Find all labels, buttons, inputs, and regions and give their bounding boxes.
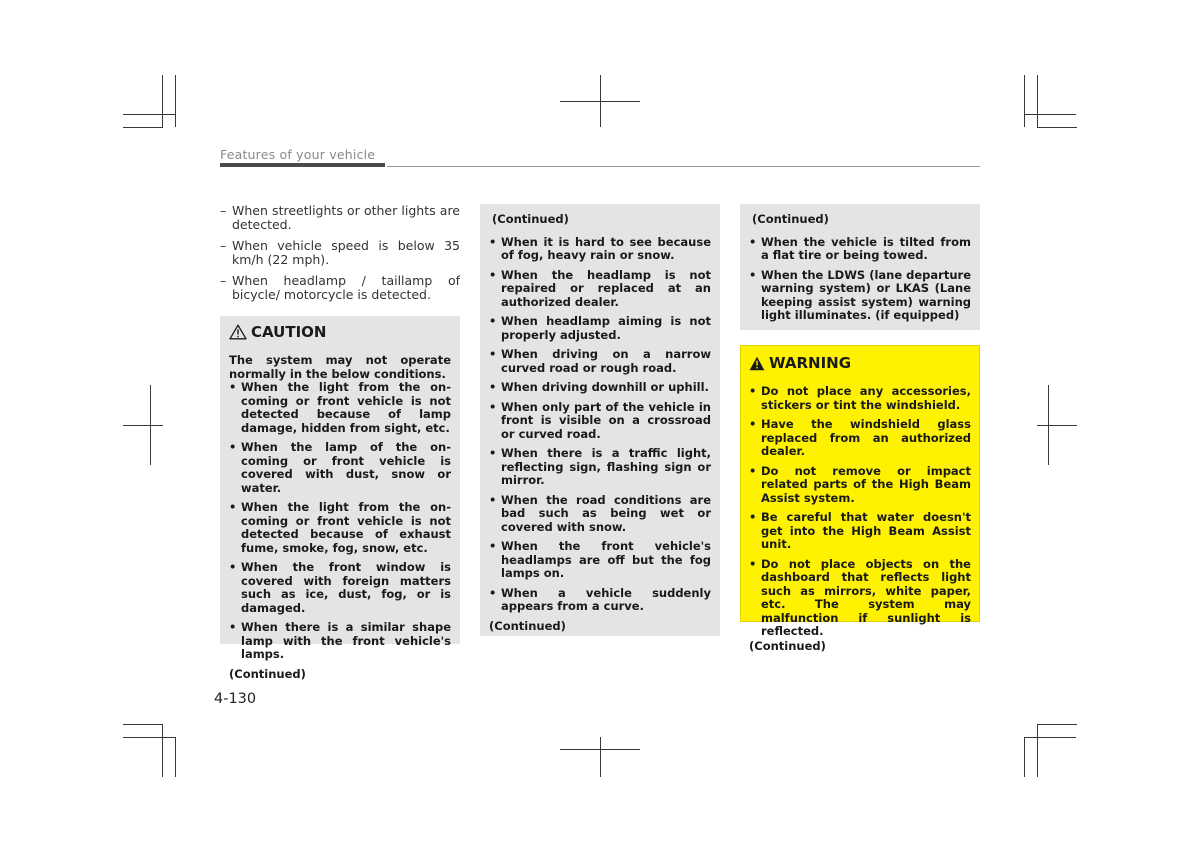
crop-mark — [123, 114, 175, 115]
section-title: Features of your vehicle — [220, 147, 376, 162]
caution-box — [220, 316, 460, 681]
warning-title: WARNING — [769, 354, 852, 372]
caution-intro: The system may not operate normally in the below conditions. — [229, 353, 451, 381]
page-number: 4-130 — [214, 691, 257, 707]
caution-continued-box — [740, 204, 980, 330]
list-item: • Be careful that water doesn't get into the High Beam Assist unit. — [749, 511, 971, 552]
list-item: • When headlamp aiming is not properly adjusted. — [489, 315, 711, 342]
list-item: • Do not place any accessories, stickers or tint the windshield. — [749, 385, 971, 412]
caution-header — [229, 323, 451, 341]
list-item: • Do not remove or impact related parts of the High Beam Assist system. — [749, 465, 971, 506]
crop-mark — [162, 725, 163, 777]
list-item: • When the headlamp is not repaired or replaced at an authorized dealer. — [489, 269, 711, 310]
list-item: • When the light from the on-coming or front vehicle is not detected because of exhaust fume, smoke, fog, snow, etc. — [229, 501, 451, 555]
column-1 — [220, 204, 460, 309]
crop-mark — [1037, 75, 1038, 127]
caution-list — [229, 381, 451, 662]
list-item: • When driving downhill or uphill. — [489, 381, 711, 395]
list-item: • When the vehicle is tilted from a flat tire or being towed. — [749, 236, 971, 263]
crop-mark — [1024, 737, 1076, 738]
continued-label: (Continued) — [752, 212, 829, 226]
header-rule — [387, 166, 980, 167]
continued-label: (Continued) — [229, 666, 306, 681]
crop-mark — [1024, 75, 1025, 127]
caution-list — [489, 236, 711, 614]
continued-label: (Continued) — [489, 618, 566, 633]
crop-mark — [123, 127, 163, 128]
list-item: – When vehicle speed is below 35 km/h (22 mph). — [220, 239, 460, 267]
crop-mark — [1024, 114, 1076, 115]
list-item: • When driving on a narrow curved road or rough road. — [489, 348, 711, 375]
list-item: – When headlamp / taillamp of bicycle/ motorcycle is detected. — [220, 274, 460, 302]
continued-label: (Continued) — [492, 212, 569, 226]
crop-mark — [123, 737, 175, 738]
crop-mark — [175, 75, 176, 127]
crop-mark — [1037, 127, 1077, 128]
list-item: • When the front window is covered with foreign matters such as ice, dust, fog, or is damaged. — [229, 561, 451, 615]
list-item: – When streetlights or other lights are detected. — [220, 204, 460, 232]
section-title-underline — [220, 163, 385, 167]
warning-triangle-icon — [749, 356, 765, 371]
crop-mark — [123, 425, 163, 426]
list-item: • When the front vehicle's headlamps are off but the fog lamps on. — [489, 540, 711, 581]
list-item: • When there is a traffic light, reflecting sign, flashing sign or mirror. — [489, 447, 711, 488]
crop-mark — [1037, 724, 1077, 725]
crop-mark — [1024, 737, 1025, 777]
warning-header — [749, 354, 971, 372]
list-item: • When it is hard to see because of fog, heavy rain or snow. — [489, 236, 711, 263]
crop-mark — [560, 101, 640, 102]
warning-box — [740, 345, 980, 653]
continued-label: (Continued) — [749, 638, 826, 653]
crop-mark — [560, 749, 640, 750]
caution-list — [749, 236, 971, 323]
crop-mark — [123, 724, 163, 725]
caution-triangle-icon — [229, 324, 247, 340]
condition-list — [220, 204, 460, 302]
list-item: • When the road conditions are bad such as being wet or covered with snow. — [489, 494, 711, 535]
list-item: • Have the windshield glass replaced from an authorized dealer. — [749, 418, 971, 459]
list-item: • When the lamp of the on-coming or front vehicle is covered with dust, snow or water. — [229, 441, 451, 495]
crop-mark — [1037, 425, 1077, 426]
crop-mark — [1037, 725, 1038, 777]
crop-mark — [600, 737, 601, 777]
warning-list — [749, 385, 971, 639]
list-item: • When there is a similar shape lamp with the front vehicle's lamps. — [229, 621, 451, 662]
list-item: • When only part of the vehicle in front is visible on a crossroad or curved road. — [489, 401, 711, 442]
list-item: • When a vehicle suddenly appears from a curve. — [489, 587, 711, 614]
crop-mark — [175, 737, 176, 777]
crop-mark — [162, 75, 163, 127]
list-item: • When the light from the on-coming or front vehicle is not detected because of lamp damage, hidden from sight, etc. — [229, 381, 451, 435]
caution-title: CAUTION — [251, 323, 327, 341]
list-item: • When the LDWS (lane departure warning system) or LKAS (Lane keeping assist system) warning light illuminates. (if equipped) — [749, 269, 971, 323]
caution-continued-box — [480, 204, 720, 636]
list-item: • Do not place objects on the dashboard that reflects light such as mirrors, white paper, etc. The system may malfunction if sunlight is reflected. — [749, 558, 971, 639]
